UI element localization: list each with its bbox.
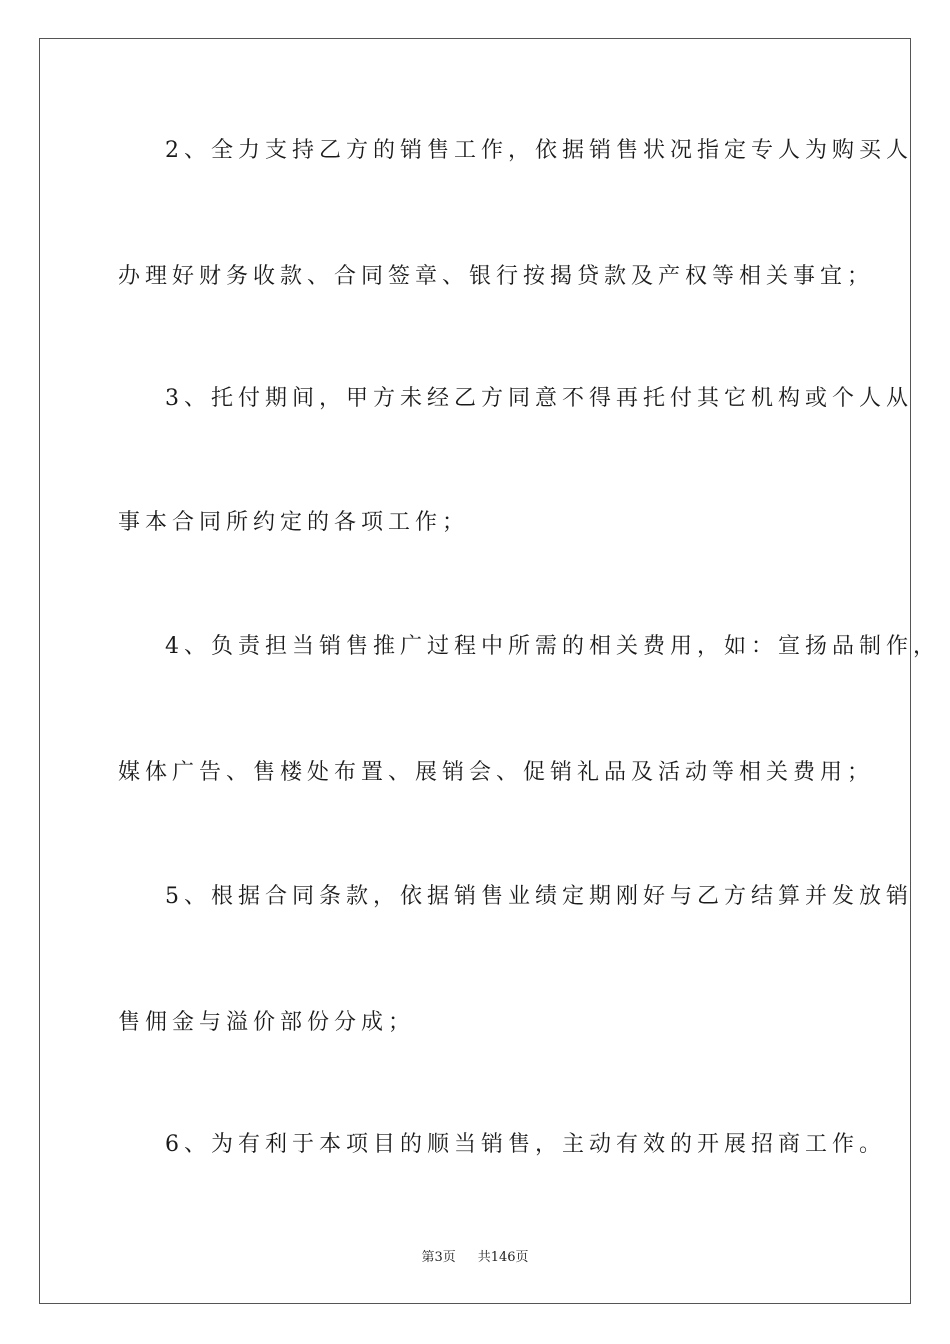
page-number: 第3页	[421, 1250, 456, 1265]
paragraph-4-line-2: 媒体广告、售楼处布置、展销会、促销礼品及活动等相关费用；	[118, 760, 875, 785]
paragraph-3-line-1: 3、托付期间，甲方未经乙方同意不得再托付其它机构或个人从	[165, 386, 913, 411]
paragraph-5-line-2: 售佣金与溢价部份分成；	[118, 1010, 416, 1035]
total-pages: 共146页	[477, 1250, 529, 1265]
page-frame	[39, 38, 911, 1304]
paragraph-4-line-1: 4、负责担当销售推广过程中所需的相关费用，如：宣扬品制作，	[165, 634, 940, 659]
paragraph-2-line-1: 2、全力支持乙方的销售工作，依据销售状况指定专人为购买人	[165, 138, 913, 163]
paragraph-3-line-2: 事本合同所约定的各项工作；	[118, 510, 470, 535]
paragraph-5-line-1: 5、根据合同条款，依据销售业绩定期刚好与乙方结算并发放销	[165, 884, 913, 909]
paragraph-2-line-2: 办理好财务收款、合同签章、银行按揭贷款及产权等相关事宜；	[118, 264, 875, 289]
page-footer	[0, 1246, 950, 1265]
paragraph-6-line-1: 6、为有利于本项目的顺当销售，主动有效的开展招商工作。	[165, 1132, 886, 1157]
